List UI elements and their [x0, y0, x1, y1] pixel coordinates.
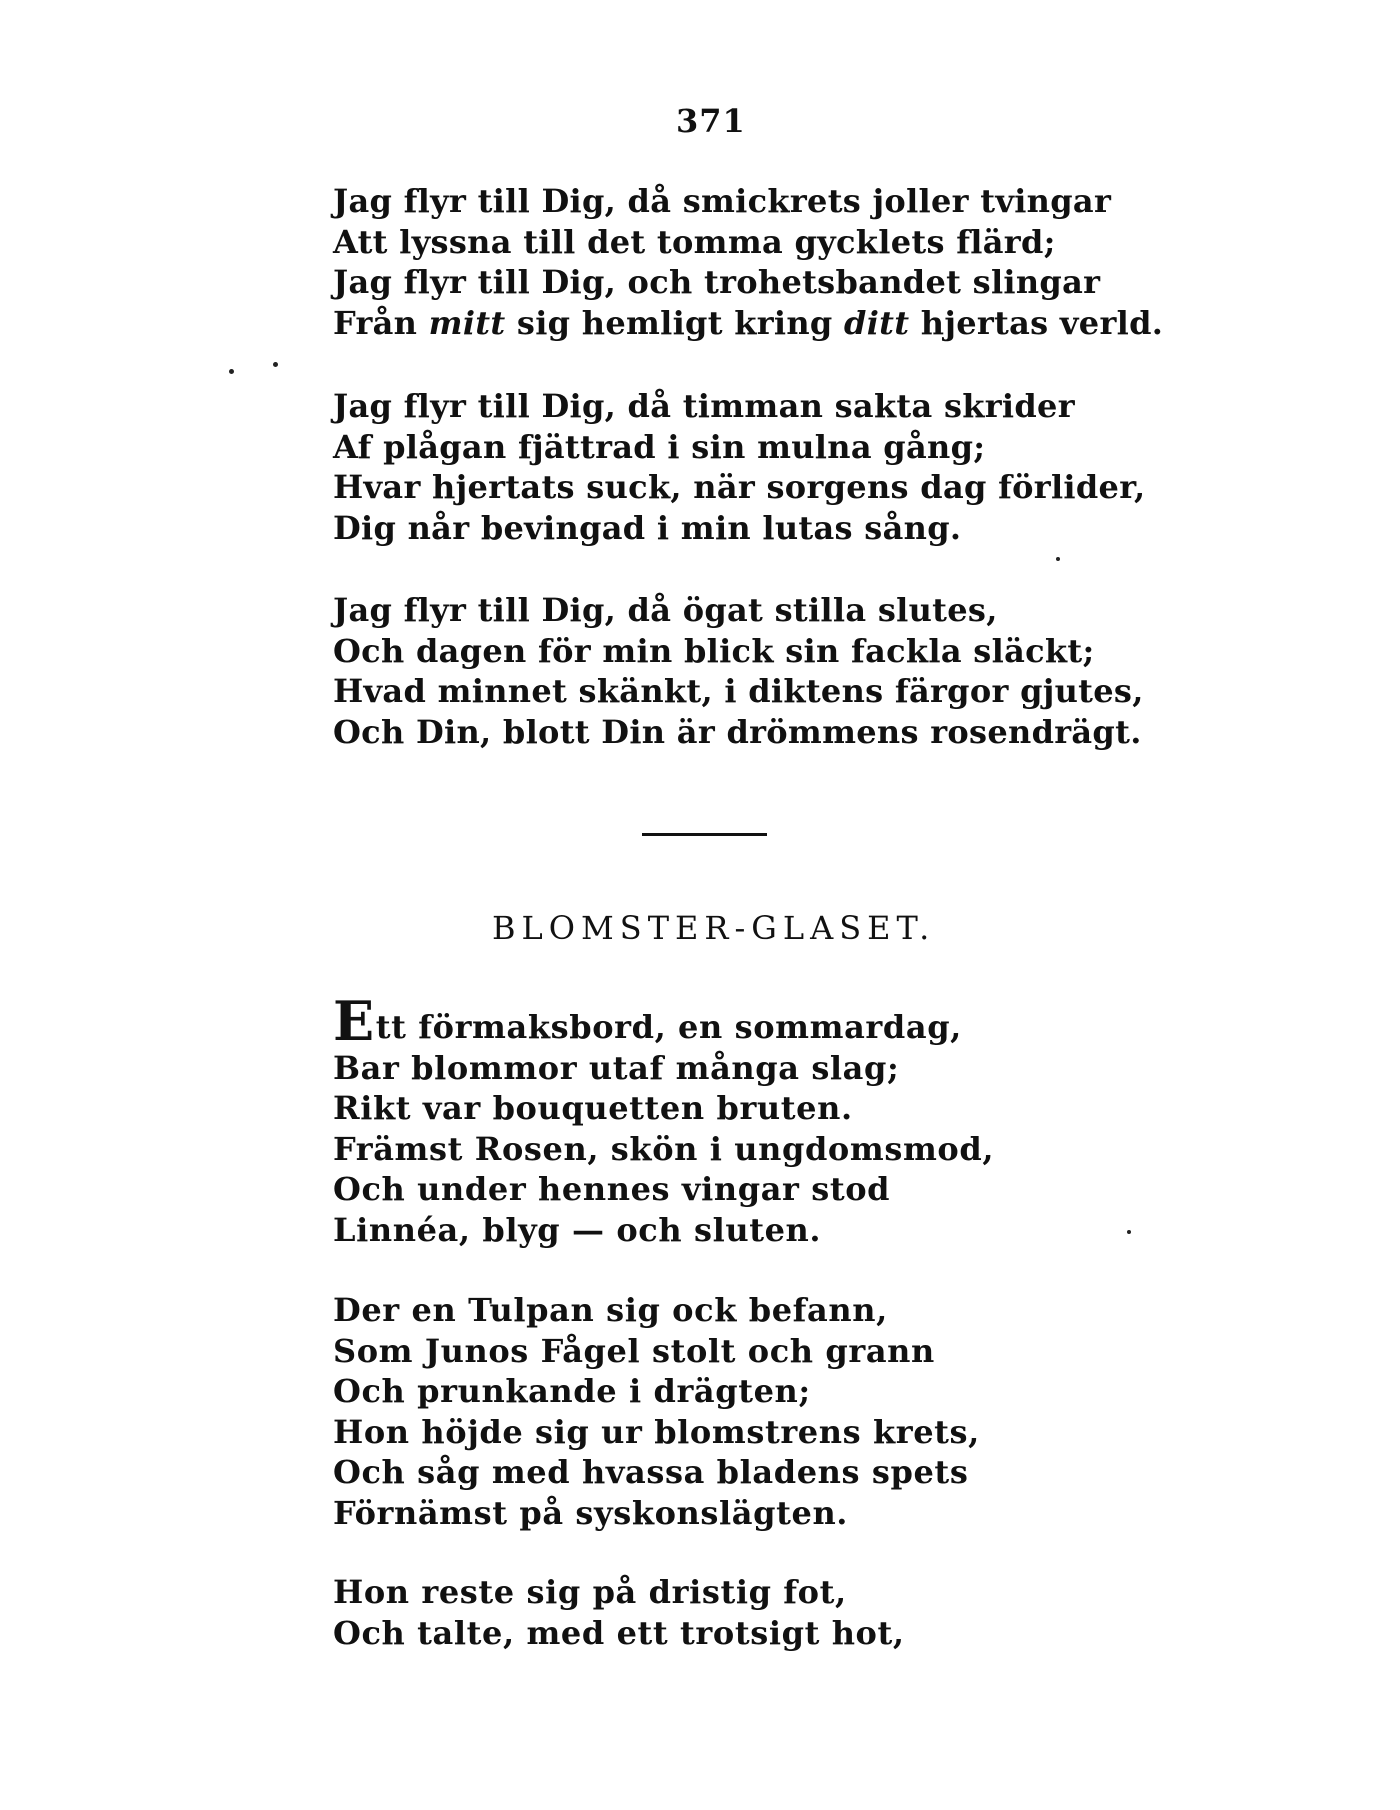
- verse-text: Jag flyr till Dig, då timman sakta skrider: [333, 387, 1075, 425]
- verse-line: [333, 427, 1093, 468]
- emphasized-word: ditt: [844, 303, 910, 342]
- verse-text: Hvad minnet skänkt, i diktens färgor gjutes,: [333, 672, 1144, 710]
- verse-line: [333, 303, 1164, 344]
- scan-speck: [1056, 557, 1060, 561]
- verse-text: Hon höjde sig ur blomstrens krets,: [333, 1412, 980, 1451]
- verse-line: [333, 386, 1093, 427]
- poem-two-stanza-1: [333, 989, 1093, 1250]
- verse-text: Linnéa, blyg — och sluten.: [333, 1210, 822, 1249]
- verse-text: Rikt var bouquetten bruten.: [333, 1089, 853, 1127]
- section-divider-rule: [642, 833, 767, 836]
- verse-line: [333, 712, 1142, 753]
- poem-one-stanza-2: [333, 386, 1146, 548]
- scan-speck: [1127, 1230, 1131, 1234]
- verse-line: [333, 590, 1093, 631]
- scan-speck: [229, 369, 234, 374]
- verse-text: Från: [333, 303, 429, 342]
- verse-line: [333, 1088, 1093, 1129]
- verse-text: Jag flyr till Dig, och trohetsbandet slingar: [333, 263, 1101, 301]
- emphasized-word: mitt: [428, 303, 506, 342]
- verse-line: [333, 181, 1112, 222]
- verse-text: Hvar hjertats suck, när sorgens dag förlider,: [333, 468, 1146, 506]
- verse-text: Dig når bevingad i min lutas sång.: [333, 508, 962, 547]
- verse-line: [333, 262, 1101, 303]
- verse-line: [333, 1331, 1093, 1372]
- verse-line: [333, 1290, 1093, 1331]
- verse-text: Jag flyr till Dig, då ögat stilla slutes,: [333, 591, 998, 629]
- drop-cap-letter: E: [333, 989, 375, 1053]
- poem-title: BLOMSTER-GLASET.: [492, 909, 936, 947]
- verse-text: Och såg med hvassa bladens spets: [333, 1453, 969, 1491]
- verse-text: Som Junos Fågel stolt och grann: [333, 1331, 935, 1370]
- verse-text: Och Din, blott Din är drömmens rosendrägt.: [333, 712, 1142, 751]
- verse-text: Främst Rosen, skön i ungdomsmod,: [333, 1129, 995, 1168]
- verse-line: [333, 1210, 1093, 1251]
- verse-line: [333, 1613, 1093, 1654]
- verse-text: Jag flyr till Dig, då smickrets joller tvingar: [333, 182, 1112, 220]
- verse-line: [333, 1169, 1093, 1210]
- page-number: 371: [676, 102, 746, 140]
- verse-text: tt förmaksbord, en sommardag,: [375, 1008, 962, 1046]
- verse-text: Och talte, med ett trotsigt hot,: [333, 1613, 905, 1652]
- scan-speck: [273, 362, 278, 367]
- verse-line: [333, 1572, 1093, 1613]
- verse-line: [333, 1452, 1093, 1493]
- verse-line: [333, 671, 1144, 712]
- verse-line: [333, 631, 1093, 672]
- verse-line: [333, 222, 1093, 263]
- verse-text: Der en Tulpan sig ock befann,: [333, 1291, 888, 1329]
- verse-line: [333, 1048, 1093, 1089]
- verse-text: sig hemligt kring: [505, 303, 845, 342]
- verse-line: [333, 1371, 1093, 1412]
- verse-text: Och prunkande i drägten;: [333, 1372, 811, 1410]
- verse-text: Och dagen för min blick sin fackla släckt;: [333, 631, 1095, 670]
- poem-one-stanza-3: [333, 590, 1144, 752]
- poem-two-stanza-3: [333, 1572, 1093, 1653]
- verse-line: [333, 1412, 1093, 1453]
- verse-text: Förnämst på syskonslägten.: [333, 1493, 849, 1532]
- verse-text: Att lyssna till det tomma gycklets flärd;: [333, 222, 1056, 261]
- poem-two-stanza-2: [333, 1290, 1093, 1533]
- verse-line: [333, 989, 1093, 1053]
- verse-text: Af plågan fjättrad i sin mulna gång;: [333, 427, 986, 466]
- verse-text: Och under hennes vingar stod: [333, 1170, 891, 1208]
- verse-line: [333, 1493, 1093, 1534]
- verse-text: Hon reste sig på dristig fot,: [333, 1573, 847, 1611]
- poem-one-stanza-1: [333, 181, 1164, 343]
- verse-line: [333, 508, 1093, 549]
- verse-line: [333, 1129, 1093, 1170]
- verse-text: Bar blommor utaf många slag;: [333, 1048, 900, 1087]
- verse-text: hjertas verld.: [909, 303, 1164, 342]
- verse-line: [333, 467, 1146, 508]
